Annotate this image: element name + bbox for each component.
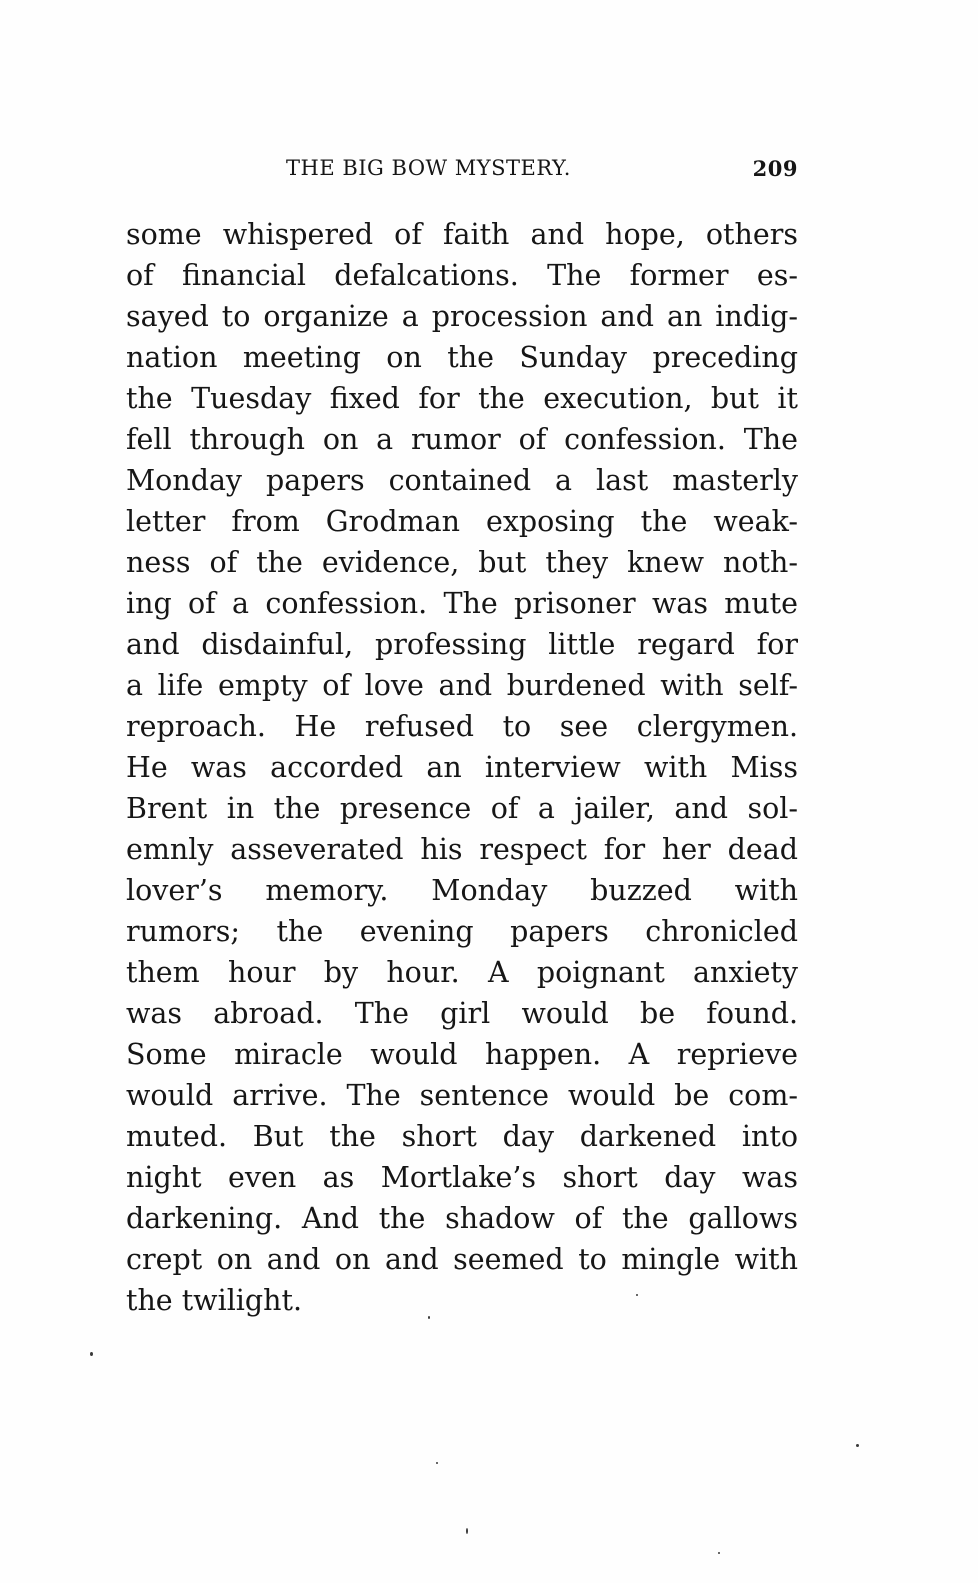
body-paragraph [126, 214, 798, 1321]
scan-speck [436, 1462, 438, 1464]
text-line: emnly asseverated his respect for her dead [126, 833, 798, 866]
text-line: ing of a confession. The prisoner was mute [126, 587, 798, 620]
scan-speck [428, 1316, 430, 1319]
text-line: letter from Grodman exposing the weak- [126, 505, 798, 538]
text-line: darkening. And the shadow of the gallows [126, 1202, 798, 1235]
text-line: Some miracle would happen. A reprieve [126, 1038, 798, 1071]
text-line: of financial defalcations. The former es- [126, 259, 798, 292]
text-line: and disdainful, professing little regard for [126, 628, 798, 661]
text-line: He was accorded an interview with Miss [126, 751, 798, 784]
text-line: would arrive. The sentence would be com- [126, 1079, 798, 1112]
scan-speck [466, 1528, 468, 1534]
text-line: sayed to organize a procession and an indig- [126, 300, 798, 333]
text-line: a life empty of love and burdened with self- [126, 669, 798, 702]
running-header [128, 156, 798, 190]
scan-speck [856, 1444, 859, 1447]
text-line: the Tuesday fixed for the execution, but it [126, 382, 798, 415]
text-line: them hour by hour. A poignant anxiety [126, 956, 798, 989]
text-line: muted. But the short day darkened into [126, 1120, 798, 1153]
text-line: ness of the evidence, but they knew noth- [126, 546, 798, 579]
text-line: the twilight. [126, 1284, 303, 1317]
text-line: some whispered of faith and hope, others [126, 218, 798, 251]
text-line: night even as Mortlake’s short day was [126, 1161, 798, 1194]
text-line: fell through on a rumor of confession. The [126, 423, 798, 456]
text-line: rumors; the evening papers chronicled [126, 915, 798, 948]
text-line: Brent in the presence of a jailer, and sol- [126, 792, 798, 825]
text-line: Monday papers contained a last masterly [126, 464, 798, 497]
scan-speck [636, 1294, 638, 1296]
scan-speck [718, 1552, 720, 1554]
running-title: THE BIG BOW MYSTERY. [286, 156, 571, 180]
text-line: reproach. He refused to see clergymen. [126, 710, 798, 743]
text-line: lover’s memory. Monday buzzed with [126, 874, 798, 907]
page-number: 209 [752, 156, 798, 181]
text-line: was abroad. The girl would be found. [126, 997, 798, 1030]
text-line: nation meeting on the Sunday preceding [126, 341, 798, 374]
text-line: crept on and on and seemed to mingle with [126, 1243, 798, 1276]
scan-speck [90, 1352, 93, 1356]
